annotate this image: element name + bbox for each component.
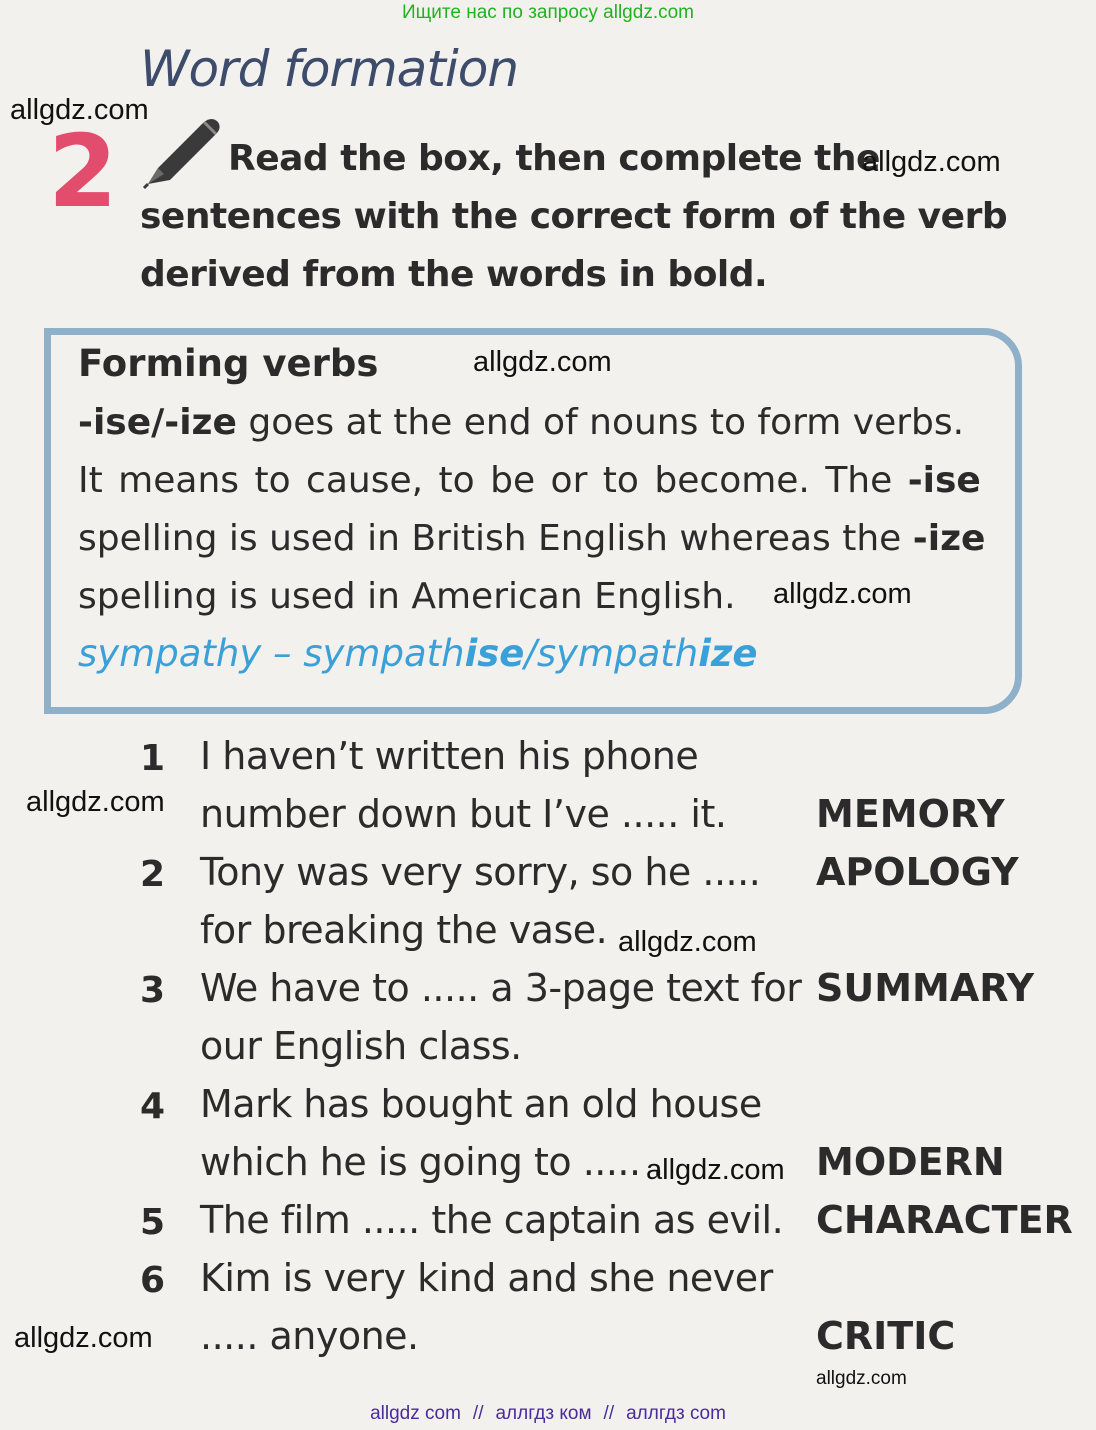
- example-start: sympathy – sympath: [78, 632, 465, 675]
- exercise-line: number down but I’ve ..... it.: [200, 792, 727, 836]
- watermark: allgdz.com: [773, 578, 912, 610]
- watermark: allgdz.com: [10, 94, 149, 126]
- watermark: allgdz.com: [862, 146, 1001, 178]
- task-number: 2: [48, 113, 118, 230]
- rule-line-3: [78, 518, 985, 559]
- exercise-number: 4: [140, 1086, 166, 1127]
- exercise-number: 3: [140, 970, 166, 1011]
- watermark: allgdz.com: [646, 1154, 785, 1186]
- watermark: allgdz.com: [618, 926, 757, 958]
- rule-line-1-text: goes at the end of nouns to form verbs.: [236, 402, 965, 443]
- exercise-line: I haven’t written his phone: [200, 734, 699, 778]
- instruction-line-3: derived from the words in bold.: [140, 254, 768, 295]
- bottom-links: [0, 1403, 1096, 1425]
- top-banner[interactable]: Ищите нас по запросу allgdz.com: [401, 2, 694, 23]
- example-ise: ise: [464, 632, 525, 675]
- watermark: allgdz.com: [26, 786, 165, 818]
- bold-word: MEMORY: [816, 792, 1005, 836]
- example-mid: /sympath: [524, 632, 699, 675]
- exercise-line: Kim is very kind and she never: [200, 1256, 773, 1300]
- exercise-number: 5: [140, 1202, 166, 1243]
- instruction-line-2: sentences with the correct form of the verb: [140, 196, 1008, 237]
- exercise-line: our English class.: [200, 1024, 522, 1068]
- rule-ise: -ise: [907, 460, 981, 501]
- exercise-line: which he is going to ..... .: [200, 1140, 664, 1184]
- bottom-link[interactable]: allgdz com: [370, 1403, 461, 1424]
- bold-word: APOLOGY: [816, 850, 1019, 894]
- exercise-line: The film ..... the captain as evil.: [200, 1198, 784, 1242]
- bold-word: SUMMARY: [816, 966, 1034, 1010]
- exercise-number: 6: [140, 1260, 166, 1301]
- rule-line-4: spelling is used in American English.: [78, 576, 736, 617]
- bold-word: CRITIC: [816, 1314, 956, 1358]
- example-ize: ize: [698, 632, 758, 675]
- rule-suffix: -ise/-ize: [78, 402, 237, 443]
- watermark: allgdz.com: [14, 1322, 153, 1354]
- bold-word: CHARACTER: [816, 1198, 1073, 1242]
- exercise-number: 2: [140, 854, 166, 895]
- exercise-line: for breaking the vase.: [200, 908, 608, 952]
- rule-example: [78, 632, 758, 675]
- link-separator: //: [472, 1403, 484, 1424]
- exercise-number: 1: [140, 738, 166, 779]
- rule-ize: -ize: [912, 518, 986, 559]
- link-separator: //: [603, 1403, 615, 1424]
- bold-word: MODERN: [816, 1140, 1005, 1184]
- exercise-line: Tony was very sorry, so he .....: [200, 850, 761, 894]
- section-title: Word formation: [140, 40, 519, 98]
- bottom-link[interactable]: аллгдз com: [626, 1403, 726, 1424]
- instruction-line-1: Read the box, then complete the: [228, 138, 880, 179]
- exercise-line: Mark has bought an old house: [200, 1082, 762, 1126]
- watermark: allgdz.com: [473, 346, 612, 378]
- rule-line-2: [78, 460, 981, 501]
- watermark: allgdz.com: [816, 1368, 907, 1389]
- rule-line-2-text: It means to cause, to be or to become. The: [78, 460, 908, 501]
- exercise-line: We have to ..... a 3-page text for: [200, 966, 802, 1010]
- pen-icon: [140, 114, 222, 190]
- exercise-line: ..... anyone.: [200, 1314, 419, 1358]
- bottom-link[interactable]: аллгдз ком: [495, 1403, 592, 1424]
- rule-line-3-text: spelling is used in British English whereas the: [78, 518, 913, 559]
- rule-line-1: [78, 402, 964, 443]
- rule-box-heading: Forming verbs: [78, 342, 379, 385]
